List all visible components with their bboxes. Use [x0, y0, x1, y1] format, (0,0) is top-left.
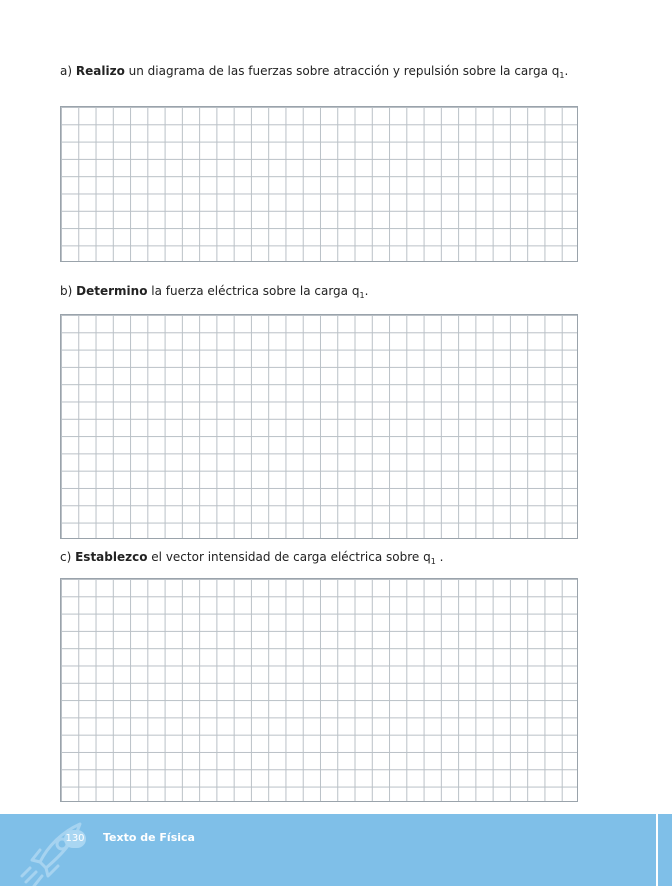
question-c-verb: Establezco	[75, 550, 148, 564]
question-a-text: un diagrama de las fuerzas sobre atracción y repulsión sobre la carga q	[124, 64, 560, 78]
question-c-letter: c)	[60, 550, 72, 564]
question-b-text: la fuerza eléctrica sobre la carga q	[147, 284, 360, 298]
answer-grid-c[interactable]	[60, 578, 578, 802]
question-b-end: .	[364, 284, 369, 298]
answer-grid-a[interactable]	[60, 106, 578, 262]
question-a-letter: a)	[60, 64, 73, 78]
question-b-subscript: 1	[359, 291, 365, 300]
book-title: Texto de Física	[103, 831, 195, 844]
question-b-letter: b)	[60, 284, 73, 298]
question-b-verb: Determino	[76, 284, 148, 298]
question-b	[60, 283, 368, 304]
page-number: 130	[64, 830, 86, 848]
question-c-end: .	[435, 550, 444, 564]
question-a-end: .	[564, 64, 569, 78]
rocket-icon	[18, 816, 98, 886]
footer-edge	[658, 814, 672, 886]
question-a-subscript: 1	[559, 71, 565, 80]
question-a	[60, 63, 568, 84]
question-c-text: el vector intensidad de carga eléctrica sobre q	[147, 550, 431, 564]
answer-grid-b[interactable]	[60, 314, 578, 539]
footer-bar	[0, 814, 656, 886]
question-c-subscript: 1	[430, 557, 436, 566]
question-c	[60, 549, 443, 570]
question-a-verb: Realizo	[75, 64, 125, 78]
